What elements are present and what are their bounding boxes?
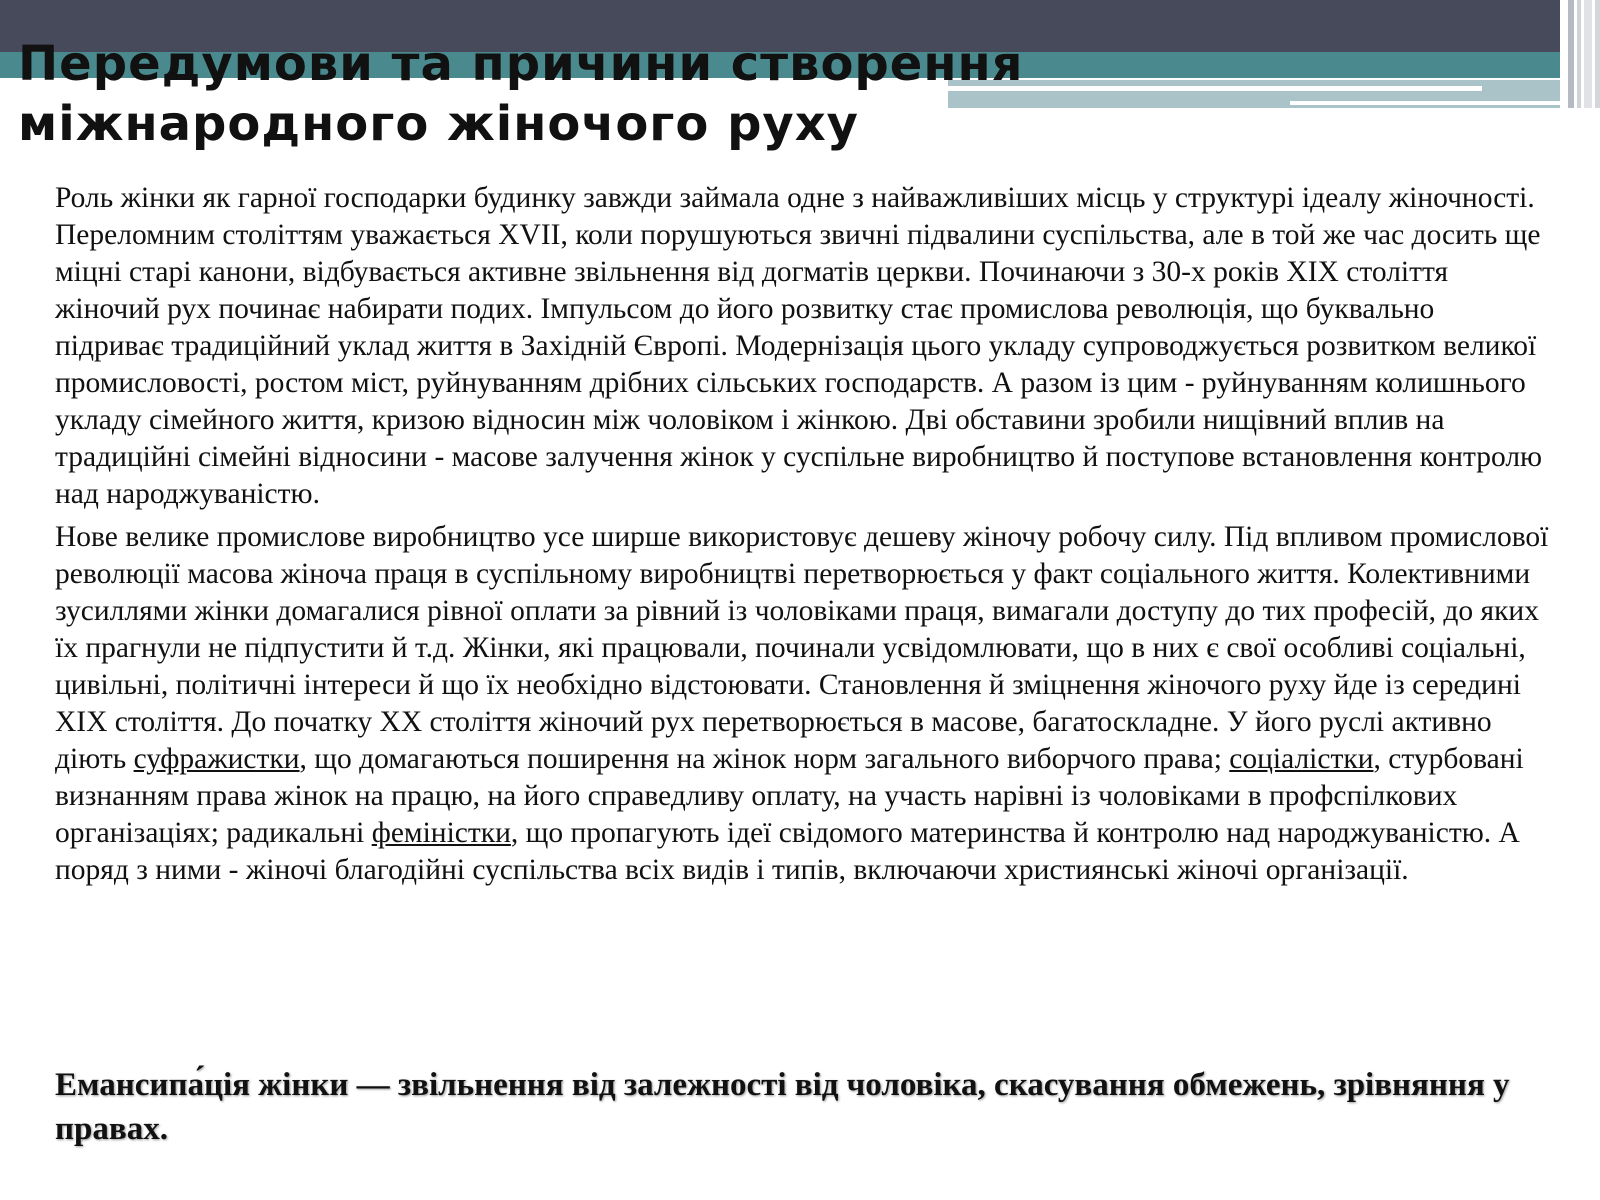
stripe [1568, 0, 1574, 108]
emancipation-definition: Емансипа́ція жінки — звільнення від залежності від чоловіка, скасування обмежень, зрівняння у правах. [55, 1067, 1510, 1147]
paragraph-2-text: , стурбовані визнанням права жінок на працю, на його справедливу оплату, на участь нарівні із чоловіками в профспілкових організаціях; радикальні [55, 743, 1524, 849]
paragraph-2-text: , що пропагують ідеї свідомого материнства й контролю над народжуваністю. А поряд з ними - жіночі благодійні суспільства всіх видів і типів, включаючи християнські жіночі організації. [55, 817, 1520, 886]
stripe [1584, 0, 1592, 108]
header-accent-line-short [1290, 101, 1560, 105]
stripe [1595, 0, 1600, 108]
slide-body [55, 180, 1550, 895]
term-feminists: феміністки [371, 817, 511, 849]
slide-title [18, 34, 1218, 154]
term-suffragettes: суфражистки [133, 743, 300, 775]
slide-title-line-1: Передумови та причини створення [18, 36, 1024, 92]
paragraph-1: Роль жінки як гарної господарки будинку завжди займала одне з найважливіших місць у структурі ідеалу жіночності. Переломним століттям уважається XVII, коли порушуються звичні підвалини суспільства, але в той же час досить ще міцні старі канони, відбувається активне звільнення від догматів церкви. Починаючи з 30-х років XIX століття жіночий рух починає набирати подих. Імпульсом до його розвитку стає промислова революція, що буквально підриває традиційний уклад життя в Західній Європі. Модернізація цього укладу супроводжується розвитком великої промисловості, ростом міст, руйнуванням дрібних сільських господарств. А разом із цим - руйнуванням колишнього укладу сімейного життя, кризою відносин між чоловіком і жінкою. Дві обставини зробили нищівний вплив на традиційні сімейні відносини - масове залучення жінок у суспільне виробництво й поступове встановлення контролю над народжуваністю. [55, 182, 1543, 510]
header-side-stripes [1558, 0, 1600, 108]
stripe [1577, 0, 1581, 108]
slide-title-line-2: міжнародного жіночого руху [18, 96, 859, 152]
paragraph-2-text: , що домагаються поширення на жінок норм загального виборчого права; [299, 743, 1230, 775]
paragraph-2 [55, 519, 1550, 889]
term-socialists: соціалістки [1229, 743, 1374, 775]
paragraph-2-text: Нове велике промислове виробництво усе ширше використовує дешеву жіночу робочу силу. Під впливом промислової революції масова жіноча праця в суспільному виробництві перетворюється у факт соціального життя. Колективними зусиллями жінки домагалися рівної оплати за рівний із чоловіками праця, вимагали доступу до тих професій, до яких їх прагнули не підпустити й т.д. Жінки, які працювали, починали усвідомлювати, що в них є свої особливі соціальні, цивільні, політичні інтереси й що їх необхідно відстоювати. Становлення й зміцнення жіночого руху йде із середині XIX століття. До початку XX століття жіночий рух перетворюється в масове, багатоскладне. У його руслі активно діють [55, 521, 1549, 775]
